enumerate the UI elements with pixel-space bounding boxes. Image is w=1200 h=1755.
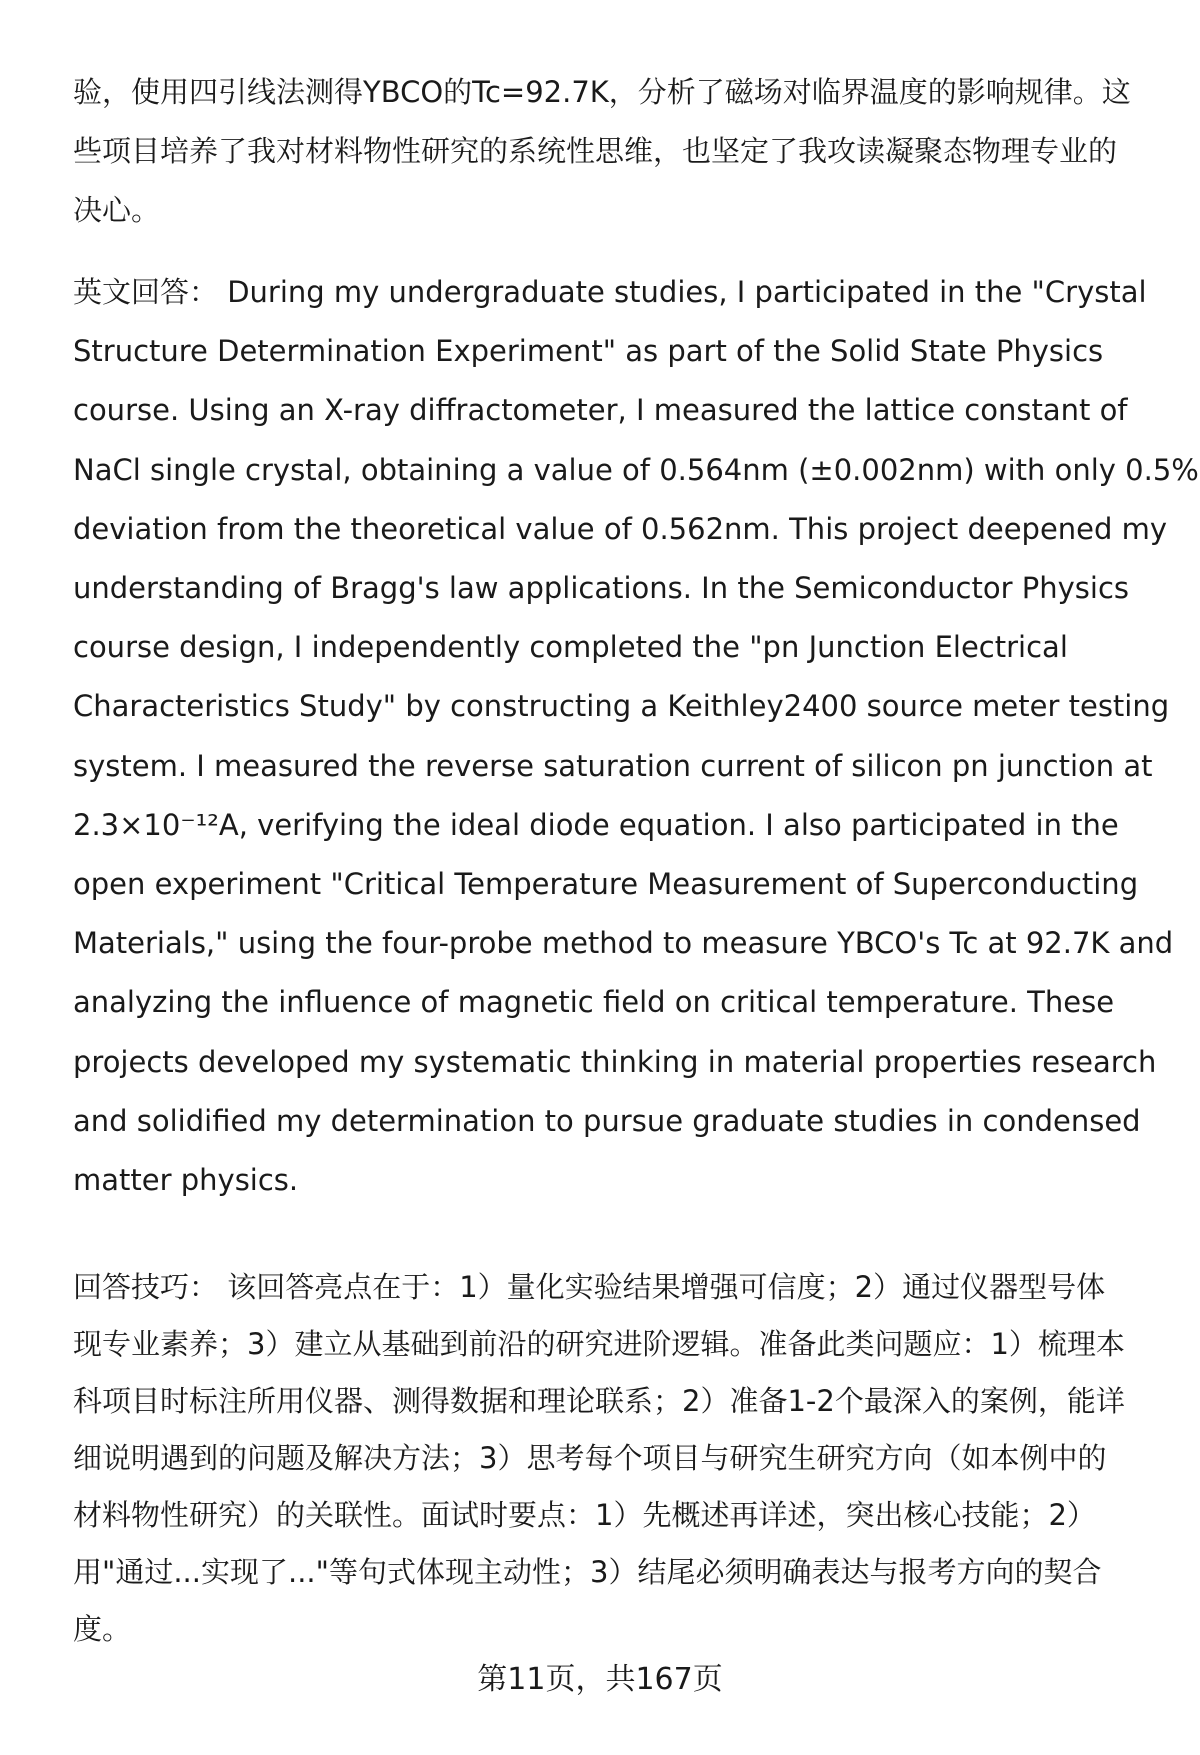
text-line: NaCl single crystal, obtaining a value of 0.564nm (±0.002nm) with only 0.5% [73,452,1199,487]
text-line: 细说明遇到的问题及解决方法；3）思考每个项目与研究生研究方向（如本例中的 [73,1441,1107,1475]
text-line: 验，使用四引线法测得YBCO的Tc=92.7K，分析了磁场对临界温度的影响规律。这 [73,75,1131,109]
text-line: analyzing the influence of magnetic field on critical temperature. These [73,985,1115,1020]
text-line: 决心。 [73,193,161,227]
text-line: Materials," using the four-probe method to measure YBCO's Tc at 92.7K and [73,926,1174,961]
text-line: deviation from the theoretical value of 0.562nm. This project deepened my [73,511,1168,546]
page-number: 第11页，共167页 [477,1662,723,1697]
text-line: 度。 [73,1612,132,1646]
text-line: 科项目时标注所用仪器、测得数据和理论联系；2）准备1-2个最深入的案例，能详 [73,1384,1125,1418]
text-line: and solidified my determination to pursue graduate studies in condensed [73,1103,1141,1138]
text-line: course design, I independently completed the "pn Junction Electrical [73,630,1068,665]
text-line: 现专业素养；3）建立从基础到前沿的研究进阶逻辑。准备此类问题应：1）梳理本 [73,1327,1125,1361]
text-line: projects developed my systematic thinking in material properties research [73,1044,1157,1079]
text-line: system. I measured the reverse saturation current of silicon pn junction at [73,748,1153,783]
text-line: Characteristics Study" by constructing a Keithley2400 source meter testing [73,689,1170,724]
text-line: 材料物性研究）的关联性。面试时要点：1）先概述再详述，突出核心技能；2） [73,1498,1096,1532]
text-line: 2.3×10⁻¹²A, verifying the ideal diode equation. I also participated in the [73,807,1119,842]
text-line: understanding of Bragg's law applications. In the Semiconductor Physics [73,571,1130,605]
text-line: 英文回答： During my undergraduate studies, I participated in the "Crystal [73,275,1147,309]
text-line: Structure Determination Experiment" as part of the Solid State Physics [73,334,1104,369]
text-line: 些项目培养了我对材料物性研究的系统性思维，也坚定了我攻读凝聚态物理专业的 [73,134,1118,168]
text-line: open experiment "Critical Temperature Measurement of Superconducting [73,867,1139,901]
text-line: 用"通过...实现了..."等句式体现主动性；3）结尾必须明确表达与报考方向的契合 [73,1555,1102,1589]
text-line: matter physics. [73,1163,299,1197]
text-line: 回答技巧： 该回答亮点在于：1）量化实验结果增强可信度；2）通过仪器型号体 [73,1270,1106,1304]
text-line: course. Using an X-ray diffractometer, I measured the lattice constant of [73,393,1128,428]
